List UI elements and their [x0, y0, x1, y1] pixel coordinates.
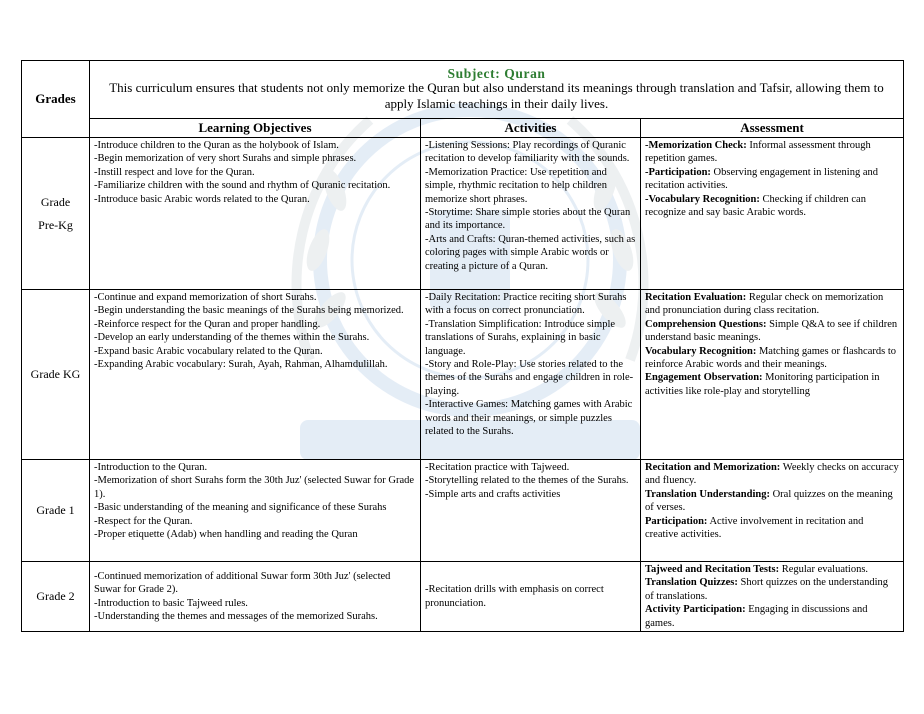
grade-label-1: Grade 1: [22, 460, 90, 562]
assessment-text: Matching games or flashcards to reinforce Arabic words and their meanings.: [645, 345, 896, 371]
assessment-label: Participation:: [645, 515, 708, 527]
objectives-cell: [90, 290, 421, 460]
assessment-item: [645, 291, 899, 318]
assessment-text: Weekly checks on accuracy and fluency.: [645, 462, 899, 487]
objective-item: -Memorization of short Surahs form the 30th Juz' (selected Suwar for Grade 1).: [94, 475, 415, 500]
activity-item: -Memorization Practice: Use repetition and simple, rhythmic recitation to help children memorize short phrases.: [425, 166, 607, 205]
objectives-cell: [90, 138, 421, 290]
grade-row-1: [22, 460, 904, 562]
objective-item: -Instill respect and love for the Quran.: [94, 166, 255, 178]
subject-title: Subject: Quran: [447, 65, 546, 81]
assessment-item: [645, 345, 899, 372]
activity-item: -Storytelling related to the themes of the Surahs.: [425, 475, 629, 487]
assessment-item: [645, 488, 899, 515]
activity-item: -Simple arts and crafts activities: [425, 488, 561, 500]
activity-item: -Listening Sessions: Play recordings of Quranic recitation to develop familiarity with the sounds.: [425, 140, 630, 165]
objectives-cell: [90, 562, 421, 632]
objective-item: -Develop an early understanding of the themes within the Surahs.: [94, 332, 370, 344]
assessment-text: Engaging in discussions and games.: [645, 604, 868, 629]
assessment-label: Translation Understanding:: [645, 488, 770, 500]
assessment-text: Informal assessment through repetition games.: [645, 140, 871, 165]
objective-item: -Introduce basic Arabic words related to the Quran.: [94, 193, 310, 205]
grade-label-2: Grade 2: [22, 562, 90, 632]
assessment-item: [645, 515, 899, 542]
objectives-cell: [90, 460, 421, 562]
objective-item: -Proper etiquette (Adab) when handling and reading the Quran: [94, 529, 358, 541]
column-header-row: [22, 119, 904, 138]
assessment-text: Simple Q&A to see if children understand basic meanings.: [645, 318, 898, 344]
assessment-label: Engagement Observation:: [645, 372, 763, 384]
activity-item: -Arts and Crafts: Quran-themed activities, such as coloring pages with simple Arabic words or creating a picture of a Quran.: [425, 233, 636, 272]
assessment-item: [645, 139, 899, 166]
objective-item: -Basic understanding of the meaning and significance of these Surahs: [94, 502, 387, 514]
assessment-item: [645, 318, 899, 345]
subject-header: [90, 61, 904, 119]
assessment-label: Translation Quizzes:: [645, 577, 738, 589]
objective-item: -Begin understanding the basic meanings of the Surahs being memorized.: [94, 305, 404, 317]
col-learning-objectives: Learning Objectives: [90, 119, 421, 138]
assessment-item: [645, 576, 899, 603]
grades-header: Grades: [22, 61, 90, 138]
assessment-text: Oral quizzes on the meaning of verses.: [645, 488, 893, 514]
assessment-text: Regular evaluations.: [779, 564, 869, 575]
assessment-cell: [641, 460, 904, 562]
objective-item: -Begin memorization of very short Surahs and simple phrases.: [94, 153, 357, 165]
assessment-text: Active involvement in recitation and creative activities.: [645, 515, 864, 541]
activity-item: -Daily Recitation: Practice reciting short Surahs with a focus on correct pronunciation.: [425, 292, 627, 317]
assessment-label: Vocabulary Recognition:: [645, 345, 757, 357]
activities-cell: [421, 138, 641, 290]
objective-item: -Introduction to basic Tajweed rules.: [94, 597, 248, 609]
assessment-label: Comprehension Questions:: [645, 318, 767, 330]
assessment-cell: [641, 138, 904, 290]
grade-row-2: [22, 562, 904, 632]
activity-item: -Story and Role-Play: Use stories related to the themes of the Surahs and engage children in role-playing.: [425, 359, 634, 397]
assessment-text: Regular check on memorization and pronunciation during class recitation.: [645, 292, 884, 317]
activities-cell: [421, 290, 641, 460]
assessment-item: [645, 563, 899, 576]
grade-label-kg: Grade KG: [22, 290, 90, 460]
activity-item: -Recitation drills with emphasis on correct pronunciation.: [425, 584, 604, 609]
objective-item: -Continue and expand memorization of short Surahs.: [94, 292, 317, 303]
objective-item: -Expanding Arabic vocabulary: Surah, Ayah, Rahman, Alhamdulillah.: [94, 359, 388, 371]
grade-label-line1: Grade: [40, 194, 71, 209]
activities-cell: [421, 460, 641, 562]
objective-item: -Expand basic Arabic vocabulary related to the Quran.: [94, 345, 323, 357]
assessment-item: [645, 193, 899, 220]
assessment-item: [645, 603, 899, 630]
assessment-label: Recitation and Memorization:: [645, 462, 781, 473]
assessment-text: Observing engagement in listening and recitation activities.: [645, 166, 878, 192]
grade-label-prekg: [22, 138, 90, 290]
objective-item: -Reinforce respect for the Quran and proper handling.: [94, 318, 321, 330]
objective-item: -Continued memorization of additional Suwar form 30th Juz' (selected Suwar for Grade 2).: [94, 570, 391, 596]
activity-item: -Translation Simplification: Introduce simple translations of Surahs, explaining in basic language.: [425, 318, 616, 357]
col-activities: Activities: [421, 119, 641, 138]
activities-cell: [421, 562, 641, 632]
assessment-text: Monitoring participation in activities like role-play and storytelling: [645, 372, 880, 397]
assessment-item: [645, 371, 899, 398]
assessment-label: -Vocabulary Recognition:: [645, 193, 760, 205]
assessment-label: Recitation Evaluation:: [645, 292, 747, 303]
objective-item: -Respect for the Quran.: [94, 515, 193, 527]
assessment-item: [645, 461, 899, 488]
assessment-text: Short quizzes on the understanding of translations.: [645, 577, 889, 602]
header-row: [22, 61, 904, 119]
grade-label-line2: Pre-Kg: [38, 217, 73, 232]
objective-item: -Understanding the themes and messages of the memorized Surahs.: [94, 610, 378, 622]
objective-item: -Familiarize children with the sound and rhythm of Quranic recitation.: [94, 180, 391, 192]
assessment-text: Checking if children can recognize and say basic Arabic words.: [645, 193, 866, 219]
assessment-cell: [641, 290, 904, 460]
activity-item: -Recitation practice with Tajweed.: [425, 462, 570, 473]
curriculum-table: [21, 60, 904, 632]
assessment-item: [645, 166, 899, 193]
subject-description: This curriculum ensures that students not only memorize the Quran but also understand its meanings through translation and Tafsir, allowing them to apply Islamic teachings in their daily lives.: [109, 80, 884, 112]
col-assessment: Assessment: [641, 119, 904, 138]
grade-row-kg: [22, 290, 904, 460]
grade-row-prekg: [22, 138, 904, 290]
assessment-label: Tajweed and Recitation Tests:: [645, 564, 780, 575]
objective-item: -Introduce children to the Quran as the holybook of Islam.: [94, 140, 339, 151]
assessment-label: Activity Participation:: [645, 604, 746, 616]
activity-item: -Interactive Games: Matching games with Arabic words and their meanings, or simple puzzles related to the Surahs.: [425, 399, 633, 438]
assessment-label: -Participation:: [645, 166, 711, 178]
objective-item: -Introduction to the Quran.: [94, 462, 208, 473]
assessment-cell: [641, 562, 904, 632]
activity-item: -Storytime: Share simple stories about the Quran and its importance.: [425, 207, 631, 232]
assessment-label: -Memorization Check:: [645, 140, 747, 151]
